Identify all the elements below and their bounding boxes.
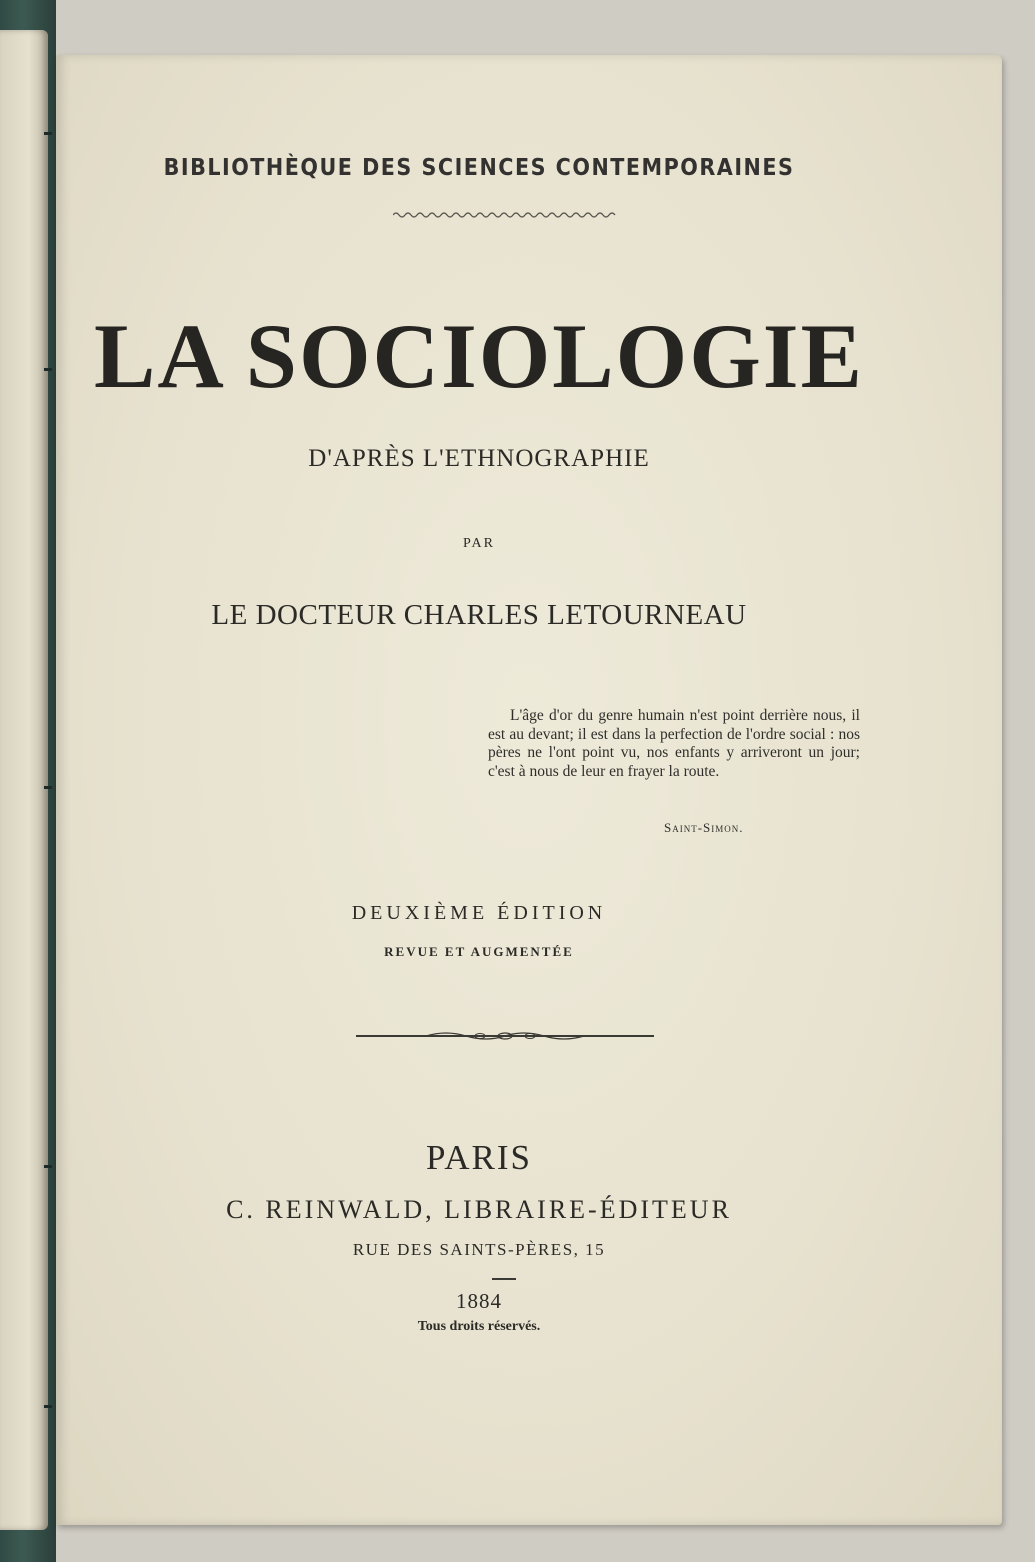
imprint-city: PARIS <box>426 1138 532 1177</box>
imprint-year: 1884 <box>456 1289 502 1313</box>
divider-ornament <box>356 1030 654 1046</box>
title-page <box>56 55 1002 1525</box>
binding-stitch-mark <box>44 786 52 789</box>
by-line-par: PAR <box>463 536 495 551</box>
wavy-rule-ornament <box>393 210 619 220</box>
edition-note: REVUE ET AUGMENTÉE <box>384 944 574 959</box>
short-rule <box>492 1278 516 1280</box>
epigraph-quote: L'âge d'or du genre humain n'est point derrière nous, il est au devant; il est dans la perfection de l'ordre social : nos pères ne l'ont point vu, nos enfants y arriveront un jour; c'est à nous de leur en frayer la route. <box>488 707 860 780</box>
binding-stitch-mark <box>44 132 52 135</box>
binding-stitch-mark <box>44 1405 52 1408</box>
imprint-address: RUE DES SAINTS-PÈRES, 15 <box>352 1240 606 1259</box>
imprint-publisher: C. REINWALD, LIBRAIRE-ÉDITEUR <box>226 1195 732 1224</box>
book-subtitle: D'APRÈS L'ETHNOGRAPHIE <box>308 445 650 472</box>
book-title: LA SOCIOLOGIE <box>94 305 864 407</box>
epigraph-author: Saint-Simon. <box>664 820 744 835</box>
series-title: BIBLIOTHÈQUE DES SCIENCES CONTEMPORAINES <box>163 155 795 181</box>
edition-label: DEUXIÈME ÉDITION <box>351 902 607 924</box>
author-name: LE DOCTEUR CHARLES LETOURNEAU <box>211 599 747 631</box>
rights-notice: Tous droits réservés. <box>417 1319 541 1334</box>
